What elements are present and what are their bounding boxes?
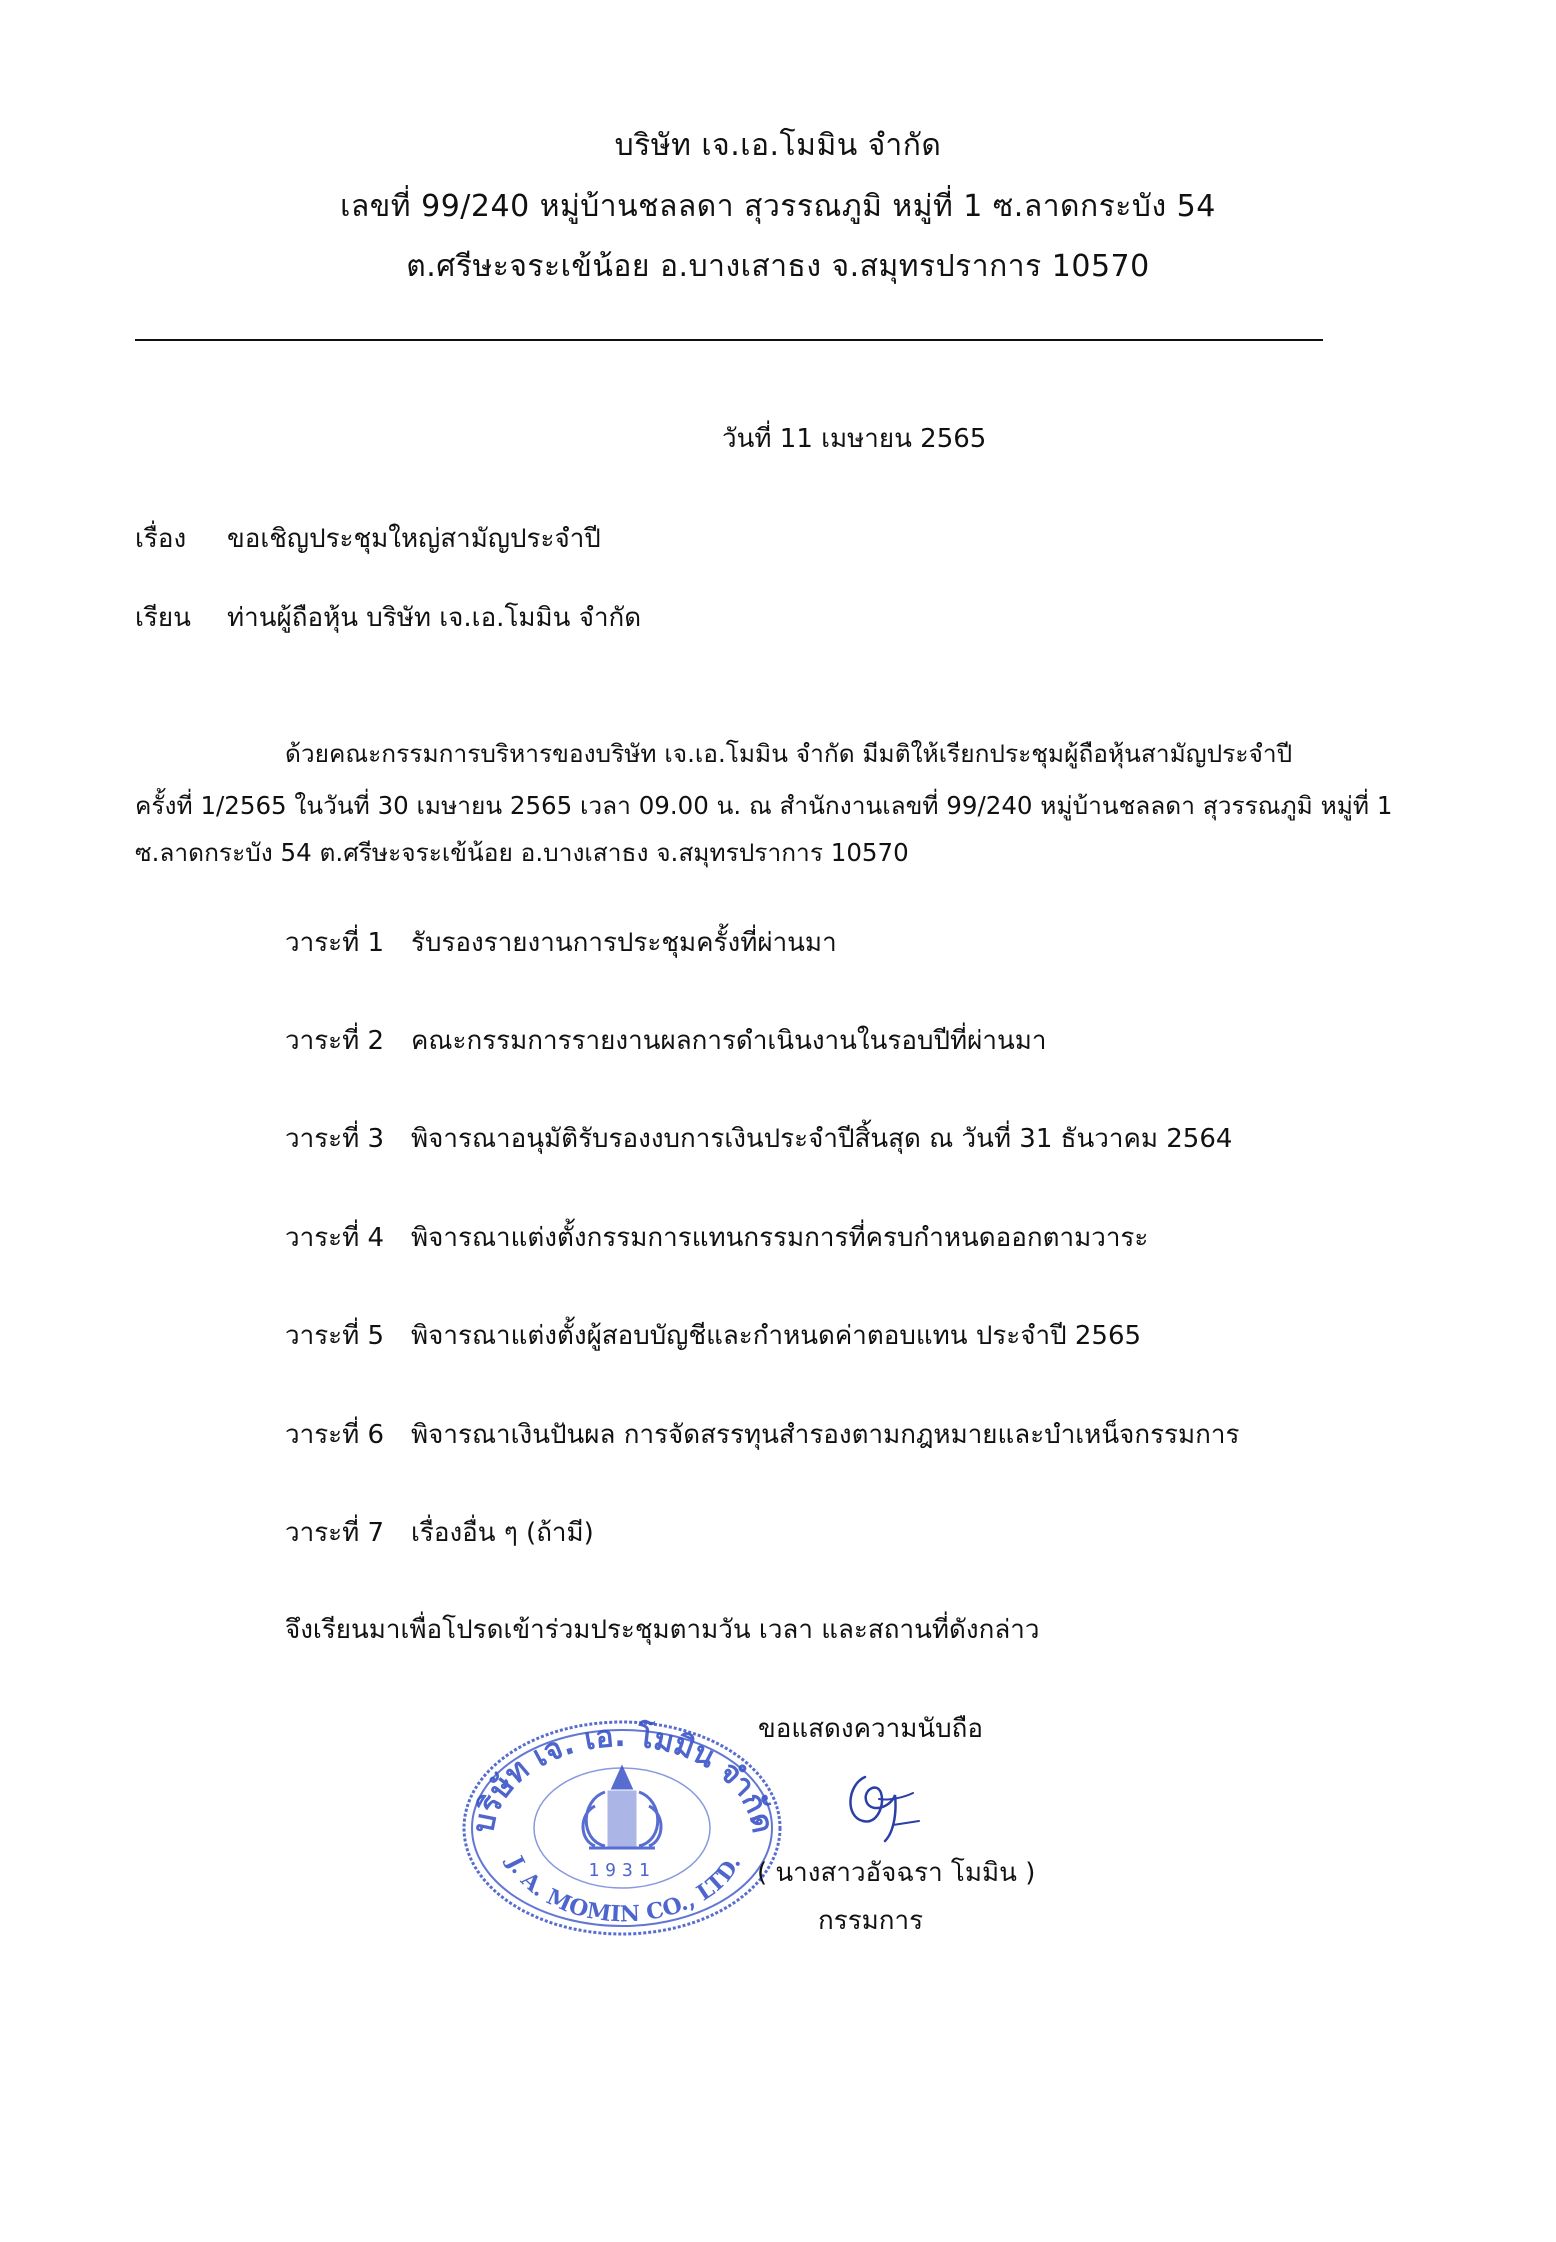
agenda-number: วาระที่ 4	[285, 1223, 385, 1253]
stamp-english-text: J. A. MOMIN CO., LTD.	[501, 1852, 747, 1928]
agenda-text: พิจารณาแต่งตั้งกรรมการแทนกรรมการที่ครบกำหนดออกตามวาระ	[411, 1223, 1149, 1253]
agenda-text: รับรองรายงานการประชุมครั้งที่ผ่านมา	[411, 928, 837, 958]
subject-label: เรื่อง	[135, 524, 187, 554]
agenda-text: คณะกรรมการรายงานผลการดำเนินงานในรอบปีที่ผ่านมา	[411, 1026, 1047, 1056]
header-divider	[135, 339, 1323, 341]
regards: ขอแสดงความนับถือ	[758, 1714, 983, 1744]
company-address-line2: ต.ศรีษะจระเข้น้อย อ.บางเสาธง จ.สมุทรปราการ 10570	[406, 249, 1150, 284]
signature-mark	[835, 1755, 925, 1845]
agenda-number: วาระที่ 7	[285, 1518, 385, 1548]
agenda-item	[285, 1512, 594, 1553]
body-line-2: ครั้งที่ 1/2565 ในวันที่ 30 เมษายน 2565 เวลา 09.00 น. ณ สำนักงานเลขที่ 99/240 หมู่บ้านชลลดา สุวรรณภูมิ หมู่ที่ 1	[135, 791, 1393, 820]
agenda-number: วาระที่ 6	[285, 1420, 385, 1450]
agenda-text: เรื่องอื่น ๆ (ถ้ามี)	[411, 1518, 594, 1548]
stamp-year: 1931	[588, 1860, 656, 1881]
recipient-value: ท่านผู้ถือหุ้น บริษัท เจ.เอ.โมมิน จำกัด	[227, 603, 642, 633]
signer-position: กรรมการ	[818, 1906, 924, 1936]
body-line-1: ด้วยคณะกรรมการบริหารของบริษัท เจ.เอ.โมมิน จำกัด มีมติให้เรียกประชุมผู้ถือหุ้นสามัญประจำปี	[285, 739, 1293, 768]
agenda-item	[285, 1217, 1148, 1258]
agenda-number: วาระที่ 5	[285, 1321, 385, 1351]
company-name: บริษัท เจ.เอ.โมมิน จำกัด	[614, 128, 942, 163]
agenda-text: พิจารณาแต่งตั้งผู้สอบบัญชีและกำหนดค่าตอบแทน ประจำปี 2565	[411, 1321, 1142, 1351]
agenda-text: พิจารณาอนุมัติรับรองงบการเงินประจำปีสิ้นสุด ณ วันที่ 31 ธันวาคม 2564	[411, 1124, 1233, 1154]
company-stamp	[455, 1710, 790, 1940]
stamp-emblem-icon	[583, 1768, 661, 1848]
closing-sentence: จึงเรียนมาเพื่อโปรดเข้าร่วมประชุมตามวัน เวลา และสถานที่ดังกล่าว	[285, 1615, 1040, 1645]
letter-date: วันที่ 11 เมษายน 2565	[722, 424, 987, 454]
agenda-text: พิจารณาเงินปันผล การจัดสรรทุนสำรองตามกฎหมายและบำเหน็จกรรมการ	[411, 1420, 1240, 1450]
agenda-item	[285, 1315, 1141, 1356]
signer-name: ( นางสาวอัจฉรา โมมิน )	[757, 1858, 1036, 1888]
subject-line	[135, 518, 601, 559]
recipient-line	[135, 597, 641, 638]
agenda-item	[285, 1020, 1046, 1061]
agenda-number: วาระที่ 2	[285, 1026, 385, 1056]
stamp-thai-text: บริษัท เจ. เอ. โมมิน จำกัด	[465, 1718, 781, 1836]
recipient-label: เรียน	[135, 603, 191, 633]
agenda-item	[285, 1118, 1232, 1159]
agenda-item	[285, 922, 837, 963]
subject-value: ขอเชิญประชุมใหญ่สามัญประจำปี	[227, 524, 601, 554]
agenda-number: วาระที่ 1	[285, 928, 385, 958]
agenda-item	[285, 1414, 1239, 1455]
body-line-3: ซ.ลาดกระบัง 54 ต.ศรีษะจระเข้น้อย อ.บางเสาธง จ.สมุทรปราการ 10570	[135, 838, 909, 867]
agenda-number: วาระที่ 3	[285, 1124, 385, 1154]
company-address-line1: เลขที่ 99/240 หมู่บ้านชลลดา สุวรรณภูมิ หมู่ที่ 1 ซ.ลาดกระบัง 54	[340, 189, 1216, 224]
